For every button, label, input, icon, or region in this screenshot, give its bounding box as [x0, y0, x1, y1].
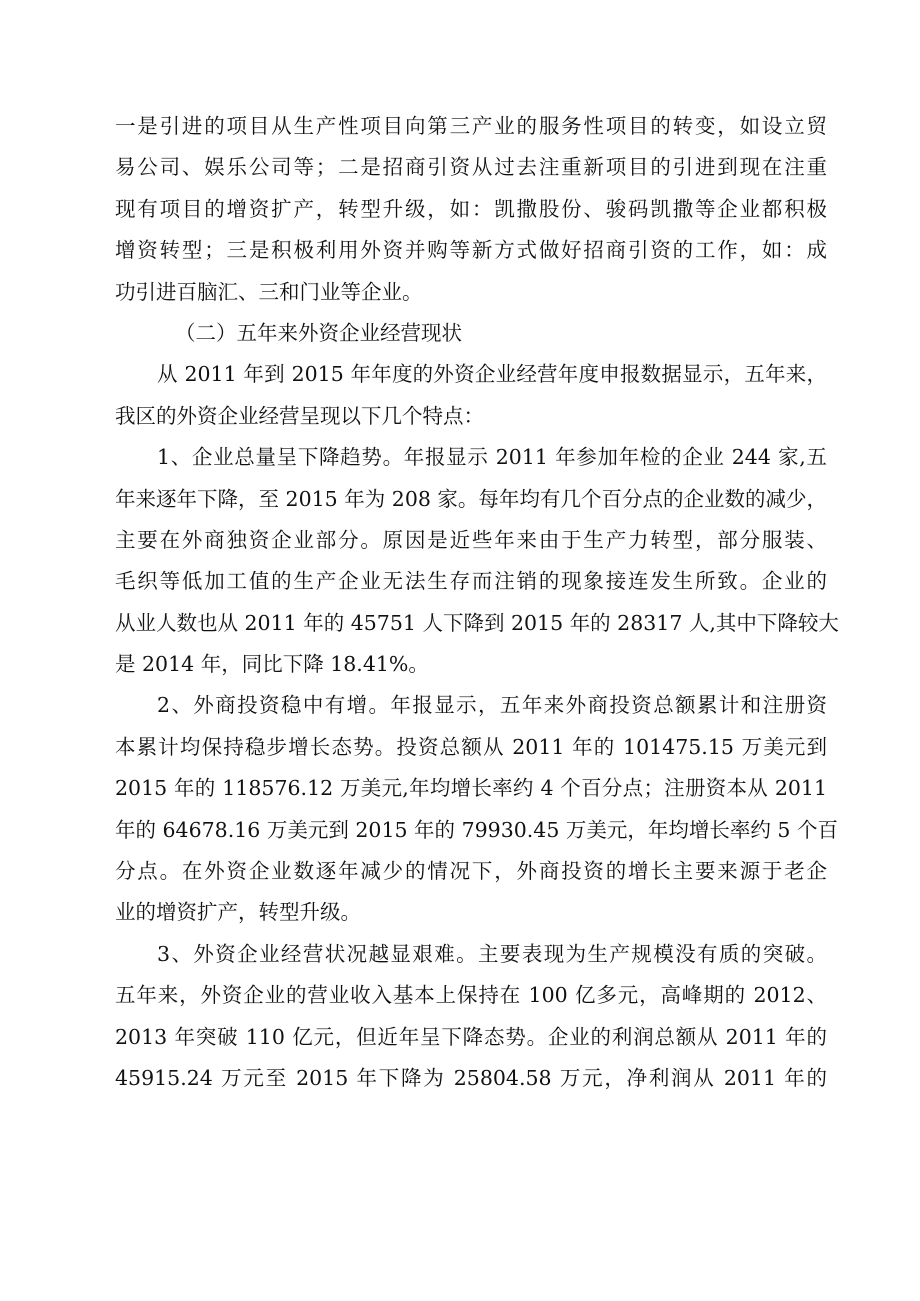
- text-line: 1、企业总量呈下降趋势。年报显示 2011 年参加年检的企业 244 家,五: [157, 445, 827, 470]
- text-line: 分点。在外资企业数逐年减少的情况下，外商投资的增长主要来源于老企: [115, 859, 827, 884]
- text-line: 功引进百脑汇、三和门业等企业。: [115, 279, 423, 304]
- text-line: 业的增资扩产，转型升级。: [115, 900, 361, 925]
- text-line: 3、外资企业经营状况越显艰难。主要表现为生产规模没有质的突破。: [157, 941, 827, 966]
- text-line: 年的 64678.16 万美元到 2015 年的 79930.45 万美元，年均增长率约 5 个百: [115, 817, 838, 842]
- text-line: 易公司、娱乐公司等；二是招商引资从过去注重新项目的引进到现在注重: [115, 155, 827, 180]
- text-line: 年来逐年下降，至 2015 年为 208 家。每年均有几个百分点的企业数的减少，: [115, 486, 827, 511]
- text-line: 毛织等低加工值的生产企业无法生存而注销的现象接连发生所致。企业的: [115, 569, 827, 594]
- text-line: 现有项目的增资扩产，转型升级，如：凯撒股份、骏码凯撒等企业都积极: [115, 196, 827, 221]
- section-heading: （二）五年来外资企业经营现状: [175, 320, 462, 345]
- text-line: 本累计均保持稳步增长态势。投资总额从 2011 年的 101475.15 万美元到: [115, 734, 827, 759]
- text-line: 一是引进的项目从生产性项目向第三产业的服务性项目的转变，如设立贸: [115, 114, 827, 138]
- document-body: [115, 106, 839, 1099]
- text-line: 2、外商投资稳中有增。年报显示，五年来外商投资总额累计和注册资: [157, 693, 827, 718]
- text-line: 是 2014 年，同比下降 18.41%。: [115, 652, 429, 677]
- text-line: 主要在外商独资企业部分。原因是近些年来由于生产力转型，部分服装、: [115, 527, 827, 552]
- text-line: 45915.24 万元至 2015 年下降为 25804.58 万元，净利润从 2011 年的: [115, 1065, 827, 1090]
- text-line: 我区的外资企业经营呈现以下几个特点：: [115, 403, 484, 428]
- text-line: 从业人数也从 2011 年的 45751 人下降到 2015 年的 28317 人,其中下降较大: [115, 610, 839, 635]
- text-line: 2015 年的 118576.12 万美元,年均增长率约 4 个百分点；注册资本从 2011: [115, 776, 827, 801]
- text-line: 增资转型；三是积极利用外资并购等新方式做好招商引资的工作，如：成: [115, 238, 827, 263]
- text-line: 从 2011 年到 2015 年年度的外资企业经营年度申报数据显示，五年来，: [157, 362, 827, 387]
- text-line: 2013 年突破 110 亿元，但近年呈下降态势。企业的利润总额从 2011 年的: [115, 1024, 827, 1049]
- text-line: 五年来，外资企业的营业收入基本上保持在 100 亿多元，高峰期的 2012、: [115, 983, 827, 1008]
